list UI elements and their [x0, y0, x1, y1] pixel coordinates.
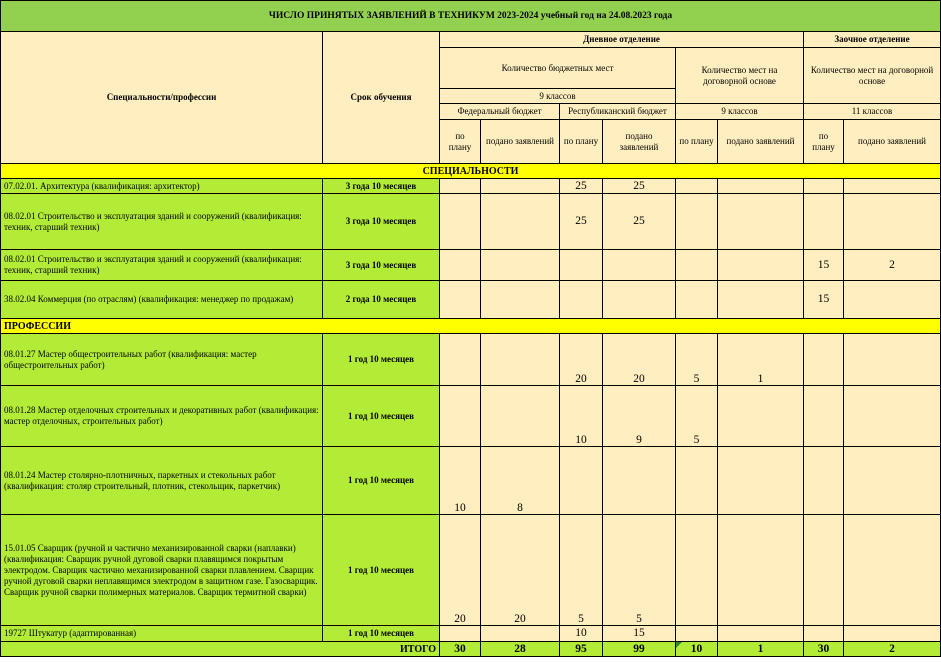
- total-cell: [844, 642, 941, 657]
- count-cell: [676, 194, 718, 250]
- total-value: 10: [690, 642, 703, 655]
- count-cell: [718, 281, 804, 319]
- total-cell: [481, 642, 560, 657]
- study-duration: 1 год 10 месяцев: [323, 386, 440, 447]
- count-cell: [718, 626, 804, 642]
- table-row: [1, 447, 941, 515]
- header-day-department: Дневное отделение: [440, 32, 804, 48]
- count-cell: [844, 386, 941, 447]
- count-cell: [481, 250, 560, 281]
- count-cell: [440, 281, 481, 319]
- count-cell: [718, 386, 804, 447]
- table-row: [1, 515, 941, 626]
- count-cell: 5: [676, 334, 718, 386]
- count-cell: [804, 447, 844, 515]
- count-cell: 25: [603, 179, 676, 194]
- study-duration: 1 год 10 месяцев: [323, 626, 440, 642]
- study-duration: 3 года 10 месяцев: [323, 194, 440, 250]
- table-row: [1, 179, 941, 194]
- table-row: [1, 626, 941, 642]
- count-cell: [440, 334, 481, 386]
- table-row: [1, 194, 941, 250]
- total-value: 30: [817, 642, 830, 655]
- study-duration: 2 года 10 месяцев: [323, 281, 440, 319]
- count-cell: [481, 194, 560, 250]
- total-cell: [676, 642, 718, 657]
- count-cell: [844, 281, 941, 319]
- header-nine-classes-contract: 9 классов: [676, 104, 804, 120]
- count-cell: [560, 447, 603, 515]
- count-cell: [481, 179, 560, 194]
- count-cell: [603, 447, 676, 515]
- count-cell: [481, 626, 560, 642]
- count-cell: [804, 194, 844, 250]
- total-cell: [718, 642, 804, 657]
- section-professions: ПРОФЕССИИ: [1, 319, 941, 334]
- total-value: 28: [514, 642, 526, 655]
- count-cell: [676, 179, 718, 194]
- count-cell: 15: [603, 626, 676, 642]
- header-contract-places-extramural: Количество мест на договорной основе: [804, 48, 941, 104]
- header-specialties: Специальности/профессии: [1, 32, 323, 164]
- count-cell: [560, 250, 603, 281]
- count-cell: [804, 386, 844, 447]
- count-cell: [560, 281, 603, 319]
- count-cell: [804, 334, 844, 386]
- count-cell: 20: [440, 515, 481, 626]
- count-cell: 25: [603, 194, 676, 250]
- header-submitted: подано заявлений: [603, 120, 676, 164]
- count-cell: [844, 194, 941, 250]
- header-nine-classes-budget: 9 классов: [440, 89, 676, 104]
- count-cell: [804, 515, 844, 626]
- count-cell: [440, 250, 481, 281]
- specialty-name: 08.01.24 Мастер столярно-плотничных, паркетных и стекольных работ (квалификация: столяр строительный, плотник, стекольщик, паркетчик): [1, 447, 323, 515]
- count-cell: [844, 515, 941, 626]
- count-cell: [440, 194, 481, 250]
- specialty-name: 07.02.01. Архитектура (квалификация: архитектор): [1, 179, 323, 194]
- header-duration: Срок обучения: [323, 32, 440, 164]
- count-cell: 5: [560, 515, 603, 626]
- count-cell: [804, 179, 844, 194]
- count-cell: [676, 281, 718, 319]
- count-cell: [481, 386, 560, 447]
- specialty-name: 08.01.28 Мастер отделочных строительных и декоративных работ (квалификация: мастер отделочных, строительных работ): [1, 386, 323, 447]
- count-cell: 1: [718, 334, 804, 386]
- header-budget-places: Количество бюджетных мест: [440, 48, 676, 89]
- total-value: 99: [633, 642, 645, 655]
- count-cell: [676, 250, 718, 281]
- specialty-name: 15.01.05 Сварщик (ручной и частично механизированной сварки (наплавки) (квалификация: Сварщик ручной дуговой сварки плавящимся покрытым электродом. Сварщик частично механизированной сварки плавлением. Сварщик ручной дуговой сварки неплавящимся электродом в защитном газе. Газосварщик. Сварщик ручной сварки полимерных материалов. Сварщик термитной сварки): [1, 515, 323, 626]
- header-plan: по плану: [676, 120, 718, 164]
- table-row: [1, 281, 941, 319]
- count-cell: [676, 626, 718, 642]
- specialty-name: 08.02.01 Строительство и эксплуатация зданий и сооружений (квалификация: техник, старший техник): [1, 194, 323, 250]
- count-cell: 20: [481, 515, 560, 626]
- header-federal-budget: Федеральный бюджет: [440, 104, 560, 120]
- header-contract-places: Количество мест на договорной основе: [676, 48, 804, 104]
- specialty-name: 08.02.01 Строительство и эксплуатация зданий и сооружений (квалификация: техник, старший техник): [1, 250, 323, 281]
- header-submitted: подано заявлений: [481, 120, 560, 164]
- count-cell: [718, 250, 804, 281]
- count-cell: [481, 281, 560, 319]
- count-cell: 10: [440, 447, 481, 515]
- specialty-name: 08.01.27 Мастер общестроительных работ (квалификация: мастер общестроительных работ): [1, 334, 323, 386]
- header-plan: по плану: [440, 120, 481, 164]
- total-value: 2: [889, 642, 895, 655]
- count-cell: 8: [481, 447, 560, 515]
- header-submitted: подано заявлений: [844, 120, 941, 164]
- table-row: [1, 386, 941, 447]
- header-republic-budget: Республиканский бюджет: [560, 104, 676, 120]
- count-cell: 2: [844, 250, 941, 281]
- comment-marker-icon: [676, 642, 682, 648]
- count-cell: 20: [560, 334, 603, 386]
- total-cell: [440, 642, 481, 657]
- count-cell: 9: [603, 386, 676, 447]
- count-cell: 5: [676, 386, 718, 447]
- count-cell: 10: [560, 626, 603, 642]
- study-duration: 3 года 10 месяцев: [323, 250, 440, 281]
- count-cell: 5: [603, 515, 676, 626]
- count-cell: [481, 334, 560, 386]
- total-row: [1, 642, 941, 657]
- total-value: 95: [575, 642, 587, 655]
- header-submitted: подано заявлений: [718, 120, 804, 164]
- total-value: 1: [757, 642, 764, 655]
- specialty-name: 19727 Штукатур (адаптированная): [1, 626, 323, 642]
- count-cell: [718, 179, 804, 194]
- count-cell: 25: [560, 179, 603, 194]
- study-duration: 1 год 10 месяцев: [323, 334, 440, 386]
- specialty-name: 38.02.04 Коммерция (по отраслям) (квалификация: менеджер по продажам): [1, 281, 323, 319]
- count-cell: [718, 447, 804, 515]
- table-title: ЧИСЛО ПРИНЯТЫХ ЗАЯВЛЕНИЙ В ТЕХНИКУМ 2023-2024 учебный год на 24.08.2023 года: [1, 1, 941, 32]
- count-cell: [804, 626, 844, 642]
- total-value: 30: [454, 642, 466, 655]
- count-cell: 15: [804, 250, 844, 281]
- count-cell: [844, 626, 941, 642]
- study-duration: 1 год 10 месяцев: [323, 447, 440, 515]
- study-duration: 1 год 10 месяцев: [323, 515, 440, 626]
- header-plan: по плану: [804, 120, 844, 164]
- count-cell: [844, 179, 941, 194]
- count-cell: [440, 626, 481, 642]
- count-cell: 15: [804, 281, 844, 319]
- table-row: [1, 334, 941, 386]
- count-cell: [676, 515, 718, 626]
- count-cell: [603, 281, 676, 319]
- total-cell: [603, 642, 676, 657]
- count-cell: [718, 194, 804, 250]
- count-cell: [603, 250, 676, 281]
- count-cell: [440, 386, 481, 447]
- count-cell: 10: [560, 386, 603, 447]
- count-cell: [844, 447, 941, 515]
- total-cell: [560, 642, 603, 657]
- total-cell: [804, 642, 844, 657]
- header-eleven-classes: 11 классов: [804, 104, 941, 120]
- count-cell: [676, 447, 718, 515]
- count-cell: 25: [560, 194, 603, 250]
- header-plan: по плану: [560, 120, 603, 164]
- total-label: ИТОГО: [1, 642, 440, 657]
- table-row: [1, 250, 941, 281]
- count-cell: 20: [603, 334, 676, 386]
- section-specialties: СПЕЦИАЛЬНОСТИ: [1, 164, 941, 179]
- header-extramural-department: Заочное отделение: [804, 32, 941, 48]
- study-duration: 3 года 10 месяцев: [323, 179, 440, 194]
- count-cell: [440, 179, 481, 194]
- count-cell: [718, 515, 804, 626]
- count-cell: [844, 334, 941, 386]
